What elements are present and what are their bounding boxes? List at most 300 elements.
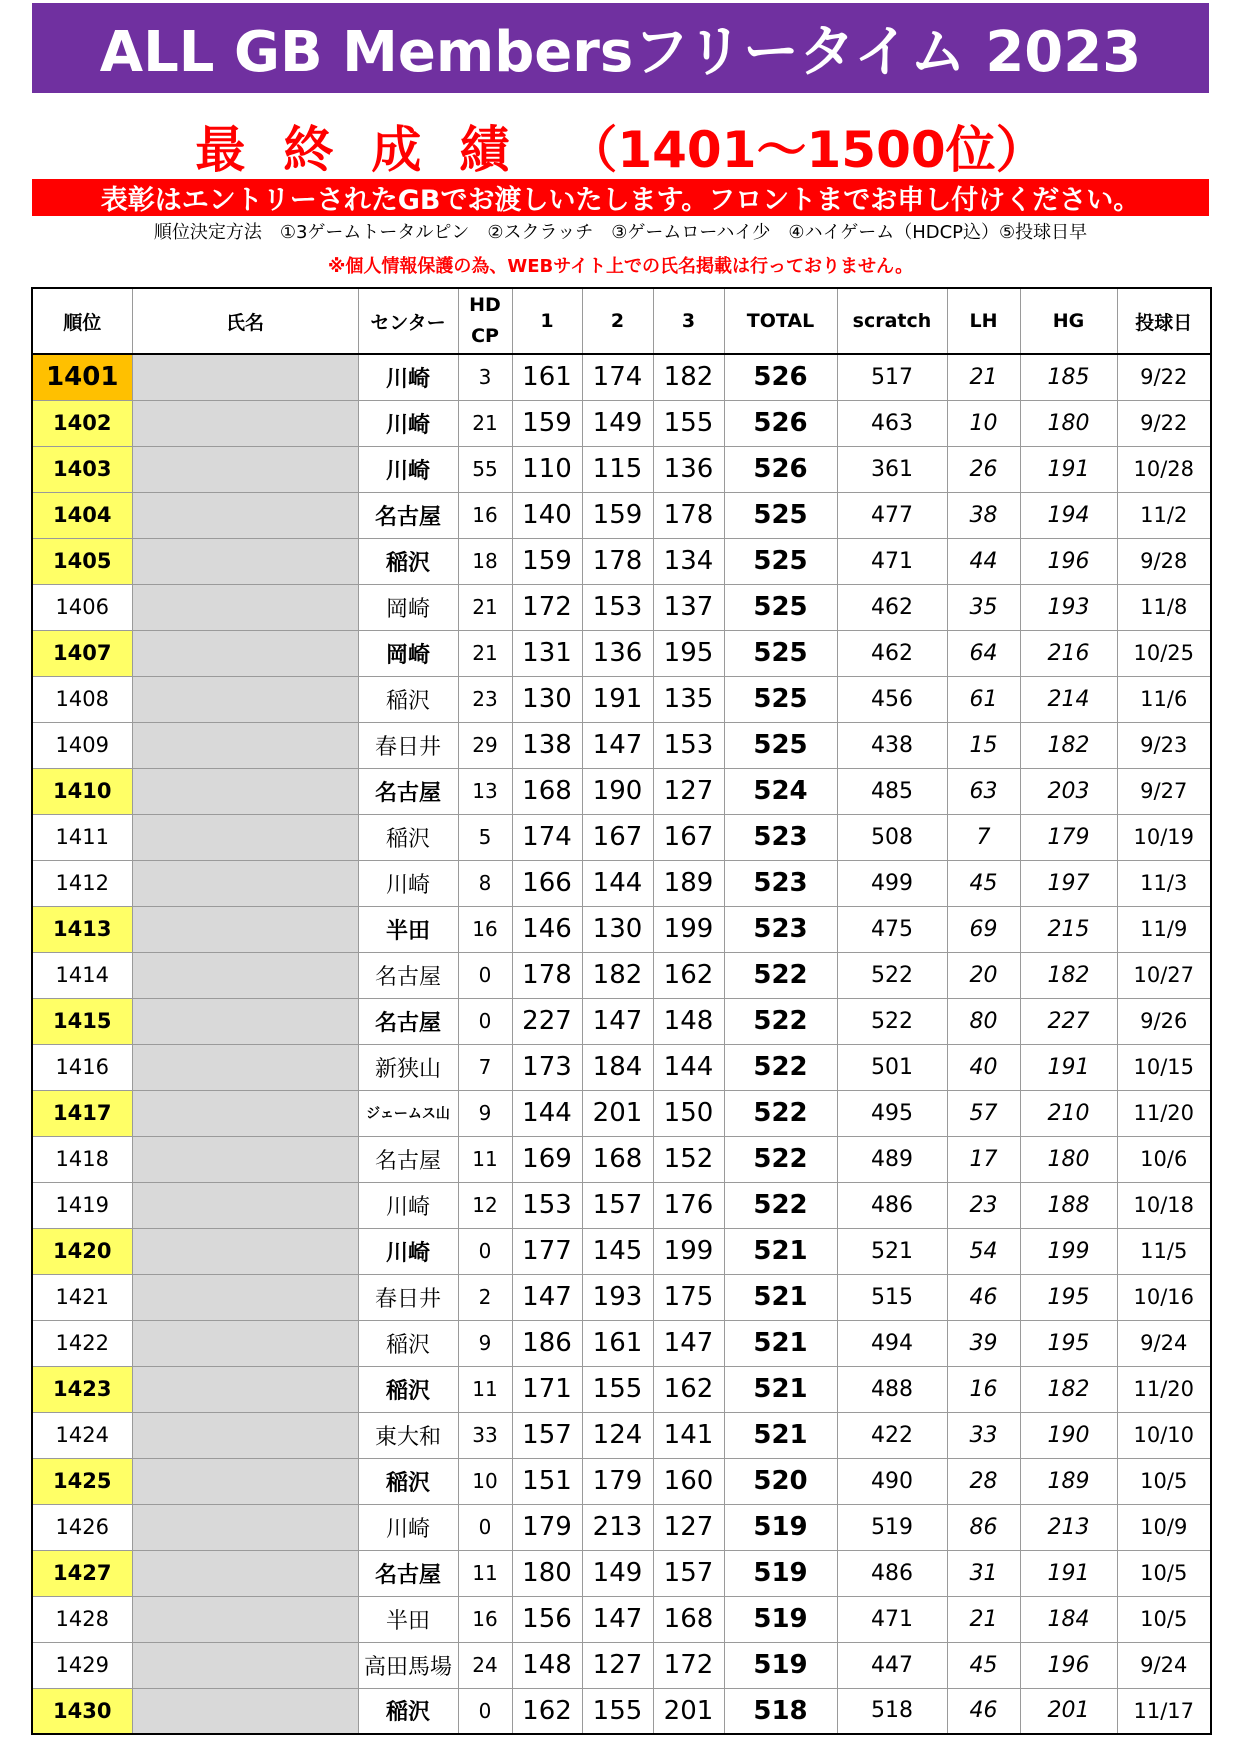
game-1-cell: 130 bbox=[512, 676, 582, 722]
header-hdcp-top: HD bbox=[469, 294, 501, 316]
name-cell bbox=[132, 676, 358, 722]
game-2-cell: 159 bbox=[582, 492, 653, 538]
hg-cell: 191 bbox=[1020, 446, 1117, 492]
rank-cell: 1408 bbox=[32, 676, 132, 722]
privacy-notice: ※個人情報保護の為、WEBサイト上での氏名掲載は行っておりません。 bbox=[327, 256, 914, 277]
name-cell bbox=[132, 446, 358, 492]
lh-cell: 61 bbox=[947, 676, 1020, 722]
game-3-cell: 175 bbox=[653, 1274, 724, 1320]
game-2-cell: 153 bbox=[582, 584, 653, 630]
date-cell: 9/27 bbox=[1117, 768, 1211, 814]
table-row bbox=[32, 446, 1211, 492]
page-banner-title: ALL GB Membersフリータイム 2023 bbox=[32, 3, 1209, 93]
game-2-cell: 115 bbox=[582, 446, 653, 492]
hg-cell: 193 bbox=[1020, 584, 1117, 630]
hg-cell: 199 bbox=[1020, 1228, 1117, 1274]
scratch-cell: 422 bbox=[837, 1412, 947, 1458]
table-row bbox=[32, 1550, 1211, 1596]
rank-cell: 1420 bbox=[32, 1228, 132, 1274]
rank-cell: 1407 bbox=[32, 630, 132, 676]
lh-cell: 45 bbox=[947, 860, 1020, 906]
game-1-cell: 171 bbox=[512, 1366, 582, 1412]
rank-cell: 1414 bbox=[32, 952, 132, 998]
scratch-cell: 477 bbox=[837, 492, 947, 538]
date-cell: 10/9 bbox=[1117, 1504, 1211, 1550]
lh-cell: 28 bbox=[947, 1458, 1020, 1504]
total-cell: 524 bbox=[724, 768, 837, 814]
table-row bbox=[32, 676, 1211, 722]
total-cell: 526 bbox=[724, 354, 837, 400]
total-cell: 523 bbox=[724, 814, 837, 860]
game-1-cell: 169 bbox=[512, 1136, 582, 1182]
game-1-cell: 174 bbox=[512, 814, 582, 860]
center-cell: 稲沢 bbox=[358, 1366, 458, 1412]
center-cell: 川崎 bbox=[358, 1182, 458, 1228]
scratch-cell: 508 bbox=[837, 814, 947, 860]
lh-cell: 21 bbox=[947, 354, 1020, 400]
name-cell bbox=[132, 1044, 358, 1090]
game-3-cell: 195 bbox=[653, 630, 724, 676]
total-cell: 525 bbox=[724, 630, 837, 676]
table-row bbox=[32, 1458, 1211, 1504]
table-row bbox=[32, 1228, 1211, 1274]
scratch-cell: 518 bbox=[837, 1688, 947, 1734]
game-1-cell: 110 bbox=[512, 446, 582, 492]
game-2-cell: 147 bbox=[582, 1596, 653, 1642]
date-cell: 11/20 bbox=[1117, 1366, 1211, 1412]
date-cell: 11/17 bbox=[1117, 1688, 1211, 1734]
rank-cell: 1418 bbox=[32, 1136, 132, 1182]
hdcp-cell: 33 bbox=[458, 1412, 512, 1458]
header-game-2: 2 bbox=[582, 288, 653, 354]
total-cell: 525 bbox=[724, 584, 837, 630]
hg-cell: 180 bbox=[1020, 400, 1117, 446]
game-1-cell: 131 bbox=[512, 630, 582, 676]
scratch-cell: 501 bbox=[837, 1044, 947, 1090]
hg-cell: 188 bbox=[1020, 1182, 1117, 1228]
center-cell: 川崎 bbox=[358, 1228, 458, 1274]
hdcp-cell: 11 bbox=[458, 1550, 512, 1596]
rank-cell: 1413 bbox=[32, 906, 132, 952]
hdcp-cell: 5 bbox=[458, 814, 512, 860]
header-hdcp bbox=[458, 288, 512, 354]
total-cell: 526 bbox=[724, 400, 837, 446]
game-2-cell: 124 bbox=[582, 1412, 653, 1458]
center-cell: 川崎 bbox=[358, 354, 458, 400]
game-1-cell: 157 bbox=[512, 1412, 582, 1458]
lh-cell: 54 bbox=[947, 1228, 1020, 1274]
rank-cell: 1404 bbox=[32, 492, 132, 538]
game-2-cell: 179 bbox=[582, 1458, 653, 1504]
total-cell: 521 bbox=[724, 1228, 837, 1274]
total-cell: 518 bbox=[724, 1688, 837, 1734]
game-1-cell: 148 bbox=[512, 1642, 582, 1688]
game-1-cell: 146 bbox=[512, 906, 582, 952]
lh-cell: 45 bbox=[947, 1642, 1020, 1688]
hg-cell: 179 bbox=[1020, 814, 1117, 860]
game-3-cell: 134 bbox=[653, 538, 724, 584]
name-cell bbox=[132, 1412, 358, 1458]
center-cell: 半田 bbox=[358, 906, 458, 952]
rank-cell: 1428 bbox=[32, 1596, 132, 1642]
table-row bbox=[32, 1596, 1211, 1642]
hdcp-cell: 0 bbox=[458, 1228, 512, 1274]
header-hg: HG bbox=[1020, 288, 1117, 354]
game-2-cell: 145 bbox=[582, 1228, 653, 1274]
rank-cell: 1417 bbox=[32, 1090, 132, 1136]
results-subtitle bbox=[32, 110, 1209, 182]
table-row bbox=[32, 492, 1211, 538]
hg-cell: 189 bbox=[1020, 1458, 1117, 1504]
hdcp-cell: 16 bbox=[458, 1596, 512, 1642]
table-row bbox=[32, 768, 1211, 814]
game-1-cell: 151 bbox=[512, 1458, 582, 1504]
name-cell bbox=[132, 1320, 358, 1366]
scratch-cell: 361 bbox=[837, 446, 947, 492]
date-cell: 10/15 bbox=[1117, 1044, 1211, 1090]
name-cell bbox=[132, 1228, 358, 1274]
game-2-cell: 167 bbox=[582, 814, 653, 860]
hg-cell: 191 bbox=[1020, 1044, 1117, 1090]
date-cell: 11/5 bbox=[1117, 1228, 1211, 1274]
table-header-row bbox=[32, 288, 1211, 354]
scratch-cell: 489 bbox=[837, 1136, 947, 1182]
table-row bbox=[32, 354, 1211, 400]
lh-cell: 31 bbox=[947, 1550, 1020, 1596]
game-2-cell: 190 bbox=[582, 768, 653, 814]
game-3-cell: 157 bbox=[653, 1550, 724, 1596]
hdcp-cell: 0 bbox=[458, 1688, 512, 1734]
hg-cell: 190 bbox=[1020, 1412, 1117, 1458]
name-cell bbox=[132, 1090, 358, 1136]
game-2-cell: 155 bbox=[582, 1366, 653, 1412]
game-1-cell: 159 bbox=[512, 538, 582, 584]
hdcp-cell: 12 bbox=[458, 1182, 512, 1228]
table-row bbox=[32, 1688, 1211, 1734]
hdcp-cell: 18 bbox=[458, 538, 512, 584]
hdcp-cell: 9 bbox=[458, 1320, 512, 1366]
center-cell: 高田馬場 bbox=[358, 1642, 458, 1688]
rank-cell: 1416 bbox=[32, 1044, 132, 1090]
name-cell bbox=[132, 814, 358, 860]
scratch-cell: 515 bbox=[837, 1274, 947, 1320]
scratch-cell: 499 bbox=[837, 860, 947, 906]
game-2-cell: 191 bbox=[582, 676, 653, 722]
game-3-cell: 127 bbox=[653, 768, 724, 814]
date-cell: 10/6 bbox=[1117, 1136, 1211, 1182]
game-2-cell: 168 bbox=[582, 1136, 653, 1182]
hdcp-cell: 8 bbox=[458, 860, 512, 906]
table-row bbox=[32, 630, 1211, 676]
lh-cell: 23 bbox=[947, 1182, 1020, 1228]
game-3-cell: 199 bbox=[653, 906, 724, 952]
rank-cell: 1415 bbox=[32, 998, 132, 1044]
name-cell bbox=[132, 492, 358, 538]
center-cell: 稲沢 bbox=[358, 1688, 458, 1734]
date-cell: 9/24 bbox=[1117, 1320, 1211, 1366]
game-1-cell: 173 bbox=[512, 1044, 582, 1090]
rank-cell: 1402 bbox=[32, 400, 132, 446]
center-cell: 稲沢 bbox=[358, 676, 458, 722]
scratch-cell: 495 bbox=[837, 1090, 947, 1136]
lh-cell: 17 bbox=[947, 1136, 1020, 1182]
total-cell: 519 bbox=[724, 1642, 837, 1688]
lh-cell: 86 bbox=[947, 1504, 1020, 1550]
center-cell: 川崎 bbox=[358, 860, 458, 906]
date-cell: 10/10 bbox=[1117, 1412, 1211, 1458]
game-3-cell: 150 bbox=[653, 1090, 724, 1136]
table-row bbox=[32, 1412, 1211, 1458]
lh-cell: 7 bbox=[947, 814, 1020, 860]
total-cell: 525 bbox=[724, 538, 837, 584]
center-cell: 川崎 bbox=[358, 446, 458, 492]
game-3-cell: 144 bbox=[653, 1044, 724, 1090]
rank-cell: 1406 bbox=[32, 584, 132, 630]
name-cell bbox=[132, 1274, 358, 1320]
date-cell: 9/24 bbox=[1117, 1642, 1211, 1688]
header-lh: LH bbox=[947, 288, 1020, 354]
lh-cell: 20 bbox=[947, 952, 1020, 998]
date-cell: 11/8 bbox=[1117, 584, 1211, 630]
game-1-cell: 144 bbox=[512, 1090, 582, 1136]
date-cell: 11/9 bbox=[1117, 906, 1211, 952]
total-cell: 521 bbox=[724, 1320, 837, 1366]
game-2-cell: 161 bbox=[582, 1320, 653, 1366]
game-3-cell: 152 bbox=[653, 1136, 724, 1182]
total-cell: 526 bbox=[724, 446, 837, 492]
game-3-cell: 136 bbox=[653, 446, 724, 492]
game-2-cell: 155 bbox=[582, 1688, 653, 1734]
game-3-cell: 141 bbox=[653, 1412, 724, 1458]
date-cell: 10/25 bbox=[1117, 630, 1211, 676]
hdcp-cell: 0 bbox=[458, 952, 512, 998]
game-1-cell: 162 bbox=[512, 1688, 582, 1734]
lh-cell: 15 bbox=[947, 722, 1020, 768]
name-cell bbox=[132, 768, 358, 814]
game-3-cell: 155 bbox=[653, 400, 724, 446]
total-cell: 520 bbox=[724, 1458, 837, 1504]
scratch-cell: 522 bbox=[837, 998, 947, 1044]
scratch-cell: 471 bbox=[837, 1596, 947, 1642]
hg-cell: 203 bbox=[1020, 768, 1117, 814]
game-1-cell: 172 bbox=[512, 584, 582, 630]
table-row bbox=[32, 814, 1211, 860]
lh-cell: 39 bbox=[947, 1320, 1020, 1366]
rank-cell: 1423 bbox=[32, 1366, 132, 1412]
scratch-cell: 463 bbox=[837, 400, 947, 446]
center-cell: 春日井 bbox=[358, 722, 458, 768]
hg-cell: 215 bbox=[1020, 906, 1117, 952]
center-cell: 稲沢 bbox=[358, 814, 458, 860]
rank-cell: 1424 bbox=[32, 1412, 132, 1458]
hdcp-cell: 21 bbox=[458, 584, 512, 630]
game-1-cell: 161 bbox=[512, 354, 582, 400]
game-1-cell: 177 bbox=[512, 1228, 582, 1274]
hg-cell: 182 bbox=[1020, 722, 1117, 768]
header-name: 氏名 bbox=[132, 288, 358, 354]
lh-cell: 63 bbox=[947, 768, 1020, 814]
lh-cell: 21 bbox=[947, 1596, 1020, 1642]
hdcp-cell: 0 bbox=[458, 1504, 512, 1550]
center-cell: 川崎 bbox=[358, 1504, 458, 1550]
hdcp-cell: 29 bbox=[458, 722, 512, 768]
hg-cell: 197 bbox=[1020, 860, 1117, 906]
scratch-cell: 471 bbox=[837, 538, 947, 584]
rank-range-label: （1401～1500位） bbox=[567, 121, 1046, 179]
hg-cell: 227 bbox=[1020, 998, 1117, 1044]
total-cell: 519 bbox=[724, 1550, 837, 1596]
center-cell: 名古屋 bbox=[358, 952, 458, 998]
date-cell: 9/22 bbox=[1117, 354, 1211, 400]
final-results-label: 最終成績 bbox=[195, 121, 548, 179]
date-cell: 10/16 bbox=[1117, 1274, 1211, 1320]
name-cell bbox=[132, 1596, 358, 1642]
game-2-cell: 201 bbox=[582, 1090, 653, 1136]
lh-cell: 40 bbox=[947, 1044, 1020, 1090]
rank-cell: 1425 bbox=[32, 1458, 132, 1504]
date-cell: 10/18 bbox=[1117, 1182, 1211, 1228]
rank-cell: 1429 bbox=[32, 1642, 132, 1688]
hdcp-cell: 13 bbox=[458, 768, 512, 814]
hg-cell: 210 bbox=[1020, 1090, 1117, 1136]
center-cell: 名古屋 bbox=[358, 1136, 458, 1182]
ranking-method-text: 順位決定方法 ①3ゲームトータルピン ②スクラッチ ③ゲームローハイ少 ④ハイゲーム（HDCP込）⑤投球日早 bbox=[153, 222, 1088, 243]
game-3-cell: 160 bbox=[653, 1458, 724, 1504]
rank-cell: 1411 bbox=[32, 814, 132, 860]
game-1-cell: 159 bbox=[512, 400, 582, 446]
scratch-cell: 486 bbox=[837, 1182, 947, 1228]
lh-cell: 16 bbox=[947, 1366, 1020, 1412]
name-cell bbox=[132, 400, 358, 446]
lh-cell: 46 bbox=[947, 1688, 1020, 1734]
hdcp-cell: 55 bbox=[458, 446, 512, 492]
game-3-cell: 199 bbox=[653, 1228, 724, 1274]
game-3-cell: 148 bbox=[653, 998, 724, 1044]
total-cell: 522 bbox=[724, 1136, 837, 1182]
hg-cell: 185 bbox=[1020, 354, 1117, 400]
hg-cell: 216 bbox=[1020, 630, 1117, 676]
name-cell bbox=[132, 1504, 358, 1550]
header-rank: 順位 bbox=[32, 288, 132, 354]
header-game-1: 1 bbox=[512, 288, 582, 354]
game-2-cell: 149 bbox=[582, 400, 653, 446]
table-row bbox=[32, 400, 1211, 446]
scratch-cell: 490 bbox=[837, 1458, 947, 1504]
center-cell: 東大和 bbox=[358, 1412, 458, 1458]
center-cell: 名古屋 bbox=[358, 1550, 458, 1596]
hg-cell: 191 bbox=[1020, 1550, 1117, 1596]
table-row bbox=[32, 998, 1211, 1044]
rank-cell: 1410 bbox=[32, 768, 132, 814]
game-2-cell: 147 bbox=[582, 722, 653, 768]
date-cell: 9/28 bbox=[1117, 538, 1211, 584]
center-cell: 新狭山 bbox=[358, 1044, 458, 1090]
lh-cell: 44 bbox=[947, 538, 1020, 584]
center-cell: 名古屋 bbox=[358, 768, 458, 814]
name-cell bbox=[132, 538, 358, 584]
total-cell: 523 bbox=[724, 860, 837, 906]
game-2-cell: 149 bbox=[582, 1550, 653, 1596]
header-hdcp-bottom: CP bbox=[471, 325, 499, 347]
game-2-cell: 127 bbox=[582, 1642, 653, 1688]
name-cell bbox=[132, 722, 358, 768]
hg-cell: 214 bbox=[1020, 676, 1117, 722]
center-cell: 川崎 bbox=[358, 400, 458, 446]
hg-cell: 184 bbox=[1020, 1596, 1117, 1642]
hg-cell: 180 bbox=[1020, 1136, 1117, 1182]
hg-cell: 195 bbox=[1020, 1320, 1117, 1366]
name-cell bbox=[132, 354, 358, 400]
hdcp-cell: 2 bbox=[458, 1274, 512, 1320]
game-3-cell: 178 bbox=[653, 492, 724, 538]
name-cell bbox=[132, 906, 358, 952]
header-game-3: 3 bbox=[653, 288, 724, 354]
total-cell: 522 bbox=[724, 998, 837, 1044]
name-cell bbox=[132, 1136, 358, 1182]
rank-cell: 1409 bbox=[32, 722, 132, 768]
award-notice: 表彰はエントリーされたGBでお渡しいたします。フロントまでお申し付けください。 bbox=[32, 179, 1209, 216]
center-cell: 半田 bbox=[358, 1596, 458, 1642]
game-3-cell: 127 bbox=[653, 1504, 724, 1550]
lh-cell: 38 bbox=[947, 492, 1020, 538]
game-1-cell: 147 bbox=[512, 1274, 582, 1320]
total-cell: 519 bbox=[724, 1504, 837, 1550]
center-cell: 春日井 bbox=[358, 1274, 458, 1320]
lh-cell: 26 bbox=[947, 446, 1020, 492]
game-3-cell: 172 bbox=[653, 1642, 724, 1688]
game-3-cell: 189 bbox=[653, 860, 724, 906]
total-cell: 522 bbox=[724, 952, 837, 998]
total-cell: 522 bbox=[724, 1044, 837, 1090]
game-2-cell: 144 bbox=[582, 860, 653, 906]
name-cell bbox=[132, 1458, 358, 1504]
table-row bbox=[32, 584, 1211, 630]
header-scratch: scratch bbox=[837, 288, 947, 354]
game-2-cell: 174 bbox=[582, 354, 653, 400]
hg-cell: 213 bbox=[1020, 1504, 1117, 1550]
scratch-cell: 475 bbox=[837, 906, 947, 952]
hdcp-cell: 16 bbox=[458, 492, 512, 538]
date-cell: 11/3 bbox=[1117, 860, 1211, 906]
name-cell bbox=[132, 1642, 358, 1688]
table-row bbox=[32, 1274, 1211, 1320]
center-cell: 稲沢 bbox=[358, 538, 458, 584]
scratch-cell: 456 bbox=[837, 676, 947, 722]
lh-cell: 80 bbox=[947, 998, 1020, 1044]
header-center: センター bbox=[358, 288, 458, 354]
date-cell: 10/28 bbox=[1117, 446, 1211, 492]
name-cell bbox=[132, 998, 358, 1044]
results-table bbox=[31, 287, 1212, 1735]
hdcp-cell: 9 bbox=[458, 1090, 512, 1136]
date-cell: 11/6 bbox=[1117, 676, 1211, 722]
hg-cell: 182 bbox=[1020, 1366, 1117, 1412]
game-1-cell: 179 bbox=[512, 1504, 582, 1550]
name-cell bbox=[132, 1182, 358, 1228]
lh-cell: 35 bbox=[947, 584, 1020, 630]
name-cell bbox=[132, 860, 358, 906]
center-cell: ジェームス山 bbox=[358, 1090, 458, 1136]
name-cell bbox=[132, 1366, 358, 1412]
total-cell: 521 bbox=[724, 1274, 837, 1320]
lh-cell: 69 bbox=[947, 906, 1020, 952]
game-3-cell: 167 bbox=[653, 814, 724, 860]
table-row bbox=[32, 1642, 1211, 1688]
rank-cell: 1421 bbox=[32, 1274, 132, 1320]
game-1-cell: 180 bbox=[512, 1550, 582, 1596]
scratch-cell: 485 bbox=[837, 768, 947, 814]
scratch-cell: 462 bbox=[837, 630, 947, 676]
